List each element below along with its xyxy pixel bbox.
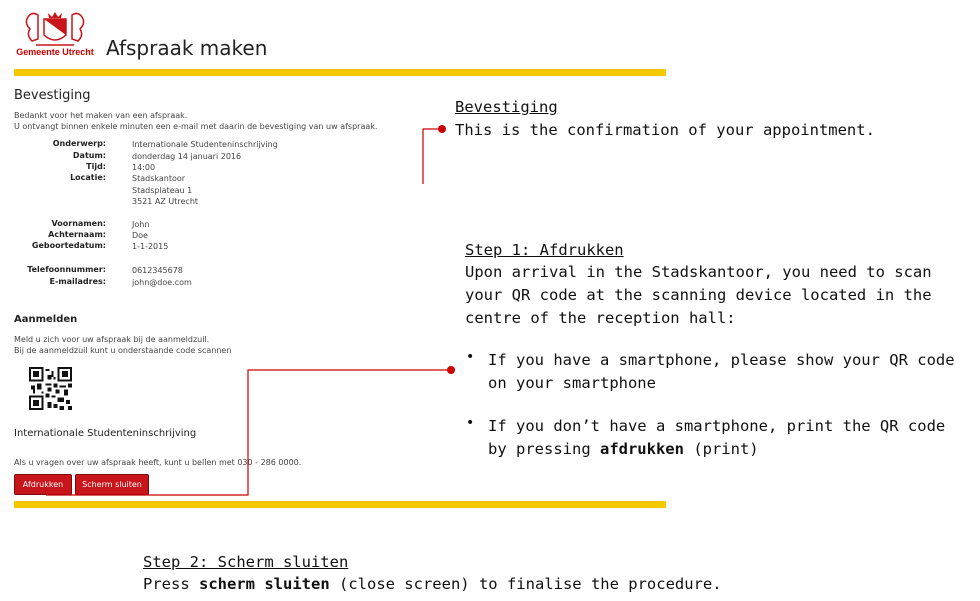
- print-button[interactable]: Afdrukken: [14, 474, 72, 495]
- annotation-confirmation-title: Bevestiging: [455, 98, 558, 116]
- annotation-step1-line-3: centre of the reception hall:: [465, 309, 736, 327]
- logo-text: Gemeente Utrecht: [16, 47, 94, 57]
- page-title: Afspraak maken: [106, 36, 268, 60]
- detail-value-address: Stadsplateau 1: [132, 186, 193, 195]
- bullet2-bold: afdrukken: [599, 440, 684, 458]
- confirmation-connector: [423, 129, 442, 184]
- detail-value-email: john@doe.com: [132, 278, 192, 287]
- step2-prefix: Press: [143, 575, 199, 593]
- bullet2-prefix: by pressing: [488, 440, 600, 458]
- detail-value-date: donderdag 14 januari 2016: [132, 152, 242, 161]
- annotation-step1-bullet2-line-1: If you don’t have a smartphone, print the QR code: [488, 417, 946, 435]
- checkin-line-2: Bij de aanmeldzuil kunt u onderstaande code scannen: [14, 346, 232, 355]
- bullet-icon: •: [466, 349, 475, 365]
- annotation-step1-bullet1-line-2: on your smartphone: [488, 374, 656, 392]
- detail-value-postcode: 3521 AZ Utrecht: [132, 197, 199, 206]
- checkin-service: Internationale Studenteninschrijving: [14, 428, 197, 439]
- detail-label-subject: Onderwerp:: [52, 139, 106, 148]
- detail-value-phone: 0612345678: [132, 266, 183, 275]
- annotation-step1-title: Step 1: Afdrukken: [465, 241, 624, 259]
- detail-label-phone: Telefoonnummer:: [27, 265, 106, 274]
- annotation-confirmation-text: This is the confirmation of your appointment.: [455, 121, 875, 139]
- bullet2-suffix: (print): [683, 440, 759, 458]
- detail-label-time: Tijd:: [86, 162, 106, 171]
- close-screen-button[interactable]: Scherm sluiten: [75, 474, 149, 495]
- detail-label-lastname: Achternaam:: [48, 230, 106, 239]
- annotation-step1-bullet2-line-2: [488, 438, 759, 461]
- confirmation-heading: Bevestiging: [14, 88, 91, 103]
- detail-label-email: E-mailadres:: [49, 277, 106, 286]
- detail-value-subject: Internationale Studenteninschrijving: [132, 140, 278, 149]
- bullet-icon: •: [466, 415, 475, 431]
- detail-label-birthdate: Geboortedatum:: [31, 241, 106, 250]
- checkin-line-1: Meld u zich voor uw afspraak bij de aanmeldzuil.: [14, 335, 210, 344]
- annotation-step1-line-1: Upon arrival in the Stadskantoor, you need to scan: [465, 263, 932, 281]
- confirmation-intro-1: Bedankt voor het maken van een afspraak.: [14, 111, 188, 120]
- confirmation-connector-dot: [438, 125, 446, 133]
- annotation-step2-text: [143, 573, 722, 596]
- detail-value-firstname: John: [132, 220, 150, 229]
- detail-label-date: Datum:: [72, 151, 106, 160]
- checkin-heading: Aanmelden: [14, 314, 78, 325]
- detail-value-lastname: Doe: [132, 231, 148, 240]
- detail-value-location: Stadskantoor: [132, 174, 186, 183]
- annotation-step1-line-2: your QR code at the scanning device located in the: [465, 286, 932, 304]
- step1-connector-dot: [447, 366, 455, 374]
- step2-bold: scherm sluiten: [199, 575, 330, 593]
- checkin-contact: Als u vragen over uw afspraak heeft, kunt u bellen met 030 - 286 0000.: [14, 458, 302, 467]
- detail-label-location: Locatie:: [70, 173, 106, 182]
- detail-value-time: 14:00: [132, 163, 156, 172]
- step2-suffix: (close screen) to finalise the procedure.: [329, 575, 722, 593]
- annotation-step2-title: Step 2: Scherm sluiten: [143, 553, 349, 571]
- confirmation-intro-2: U ontvangt binnen enkele minuten een e-mail met daarin de bevestiging van uw afspraak.: [14, 122, 378, 131]
- annotation-step1-bullet1-line-1: If you have a smartphone, please show your QR code: [488, 351, 955, 369]
- step1-connector: [46, 370, 451, 495]
- detail-label-firstname: Voornamen:: [51, 219, 106, 228]
- detail-value-birthdate: 1-1-2015: [132, 242, 169, 251]
